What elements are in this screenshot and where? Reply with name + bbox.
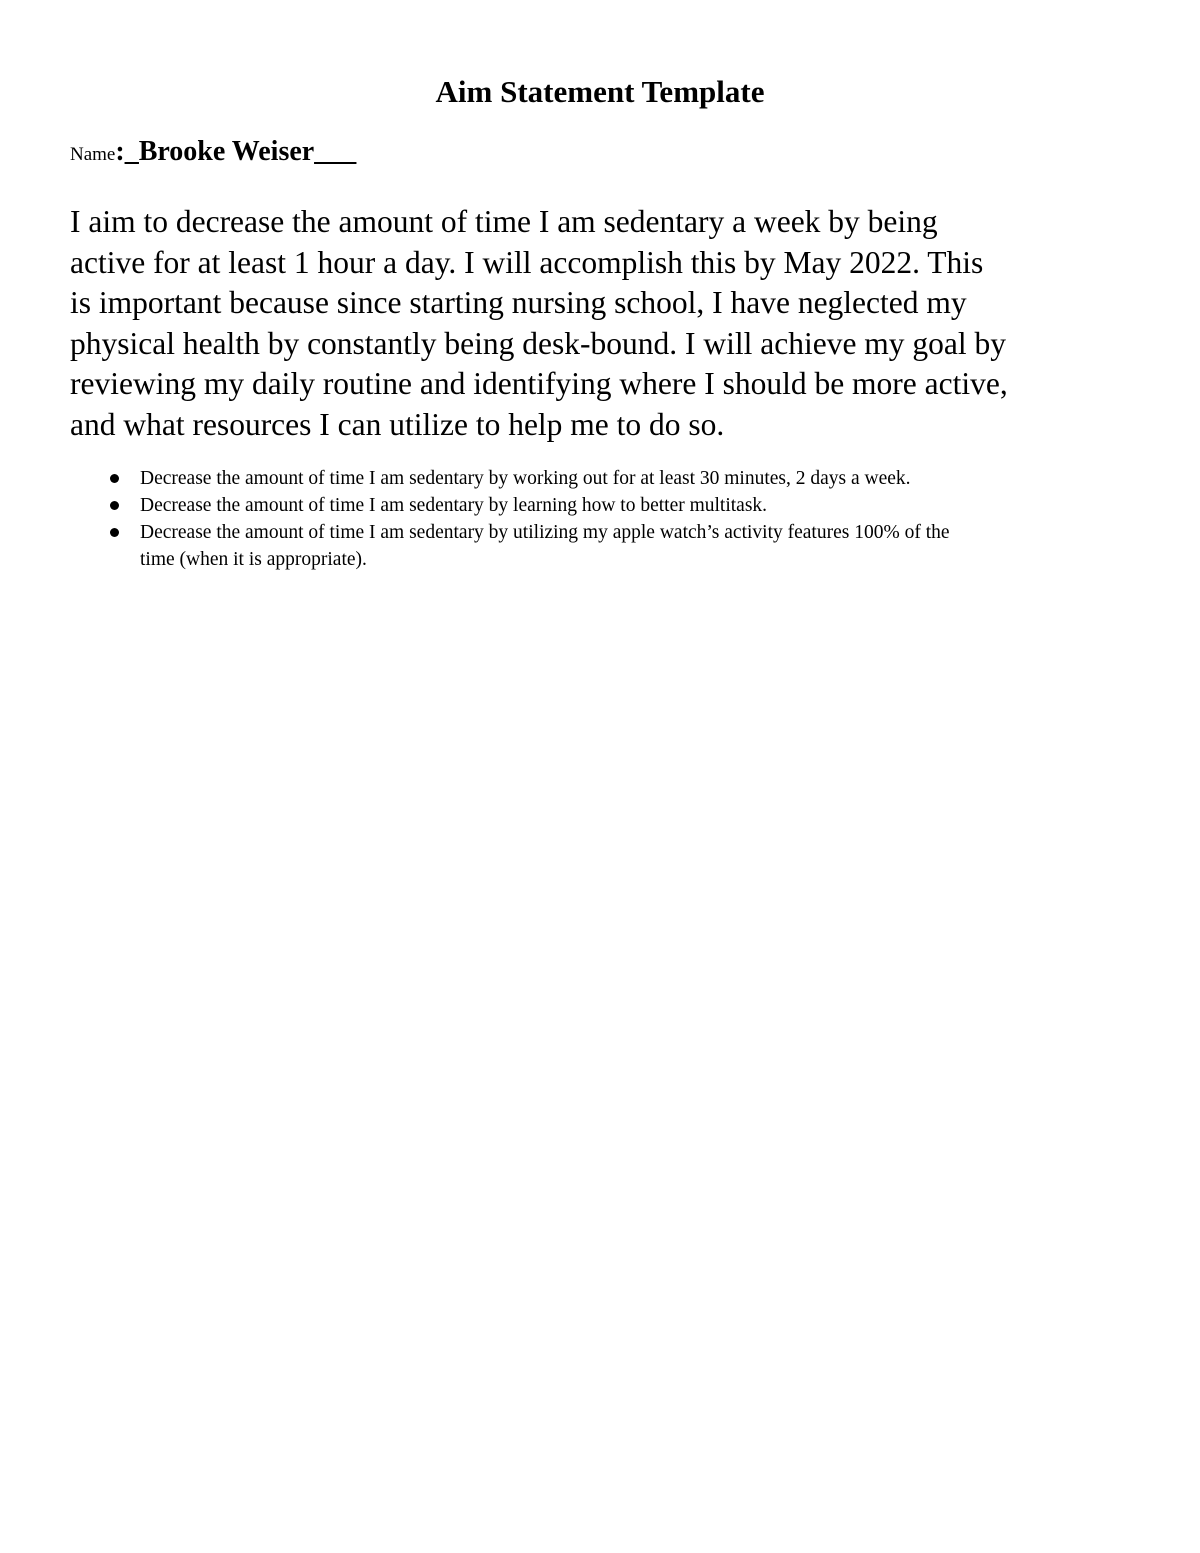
aim-line-4: physical health by constantly being desk-bound. I will achieve my goal by (70, 325, 1007, 361)
name-label: Name (70, 144, 116, 165)
bullet-dot-icon (110, 474, 119, 483)
objective-item-2 (70, 492, 1132, 519)
aim-line-5: reviewing my daily routine and identifying where I should be more active, (70, 366, 1008, 401)
name-value: _Brooke Weiser___ (124, 136, 357, 167)
aim-line-1: I aim to decrease the amount of time I am sedentary a week by being (70, 204, 938, 239)
document-title: Aim Statement Template (435, 74, 765, 109)
objective-item-3 (70, 519, 1132, 573)
aim-line-6: and what resources I can utilize to help me to do so. (70, 406, 725, 442)
objective-text: Decrease the amount of time I am sedentary by working out for at least 30 minutes, 2 days a week. (140, 468, 911, 489)
objective-text: Decrease the amount of time I am sedentary by utilizing my apple watch’s activity features 100% of the (140, 522, 950, 543)
aim-line-3: is important because since starting nursing school, I have neglected my (70, 285, 967, 320)
name-colon: : (115, 136, 125, 167)
objective-item-1 (70, 465, 1132, 492)
objective-text: Decrease the amount of time I am sedentary by learning how to better multitask. (140, 495, 768, 516)
aim-line-2: active for at least 1 hour a day. I will accomplish this by May 2022. This (70, 244, 984, 280)
objective-text-continued: time (when it is appropriate). (140, 549, 367, 570)
bullet-dot-icon (110, 501, 119, 510)
aim-statement (70, 202, 1132, 445)
objectives-list (70, 465, 1132, 573)
name-line (70, 136, 356, 168)
bullet-dot-icon (110, 528, 119, 537)
